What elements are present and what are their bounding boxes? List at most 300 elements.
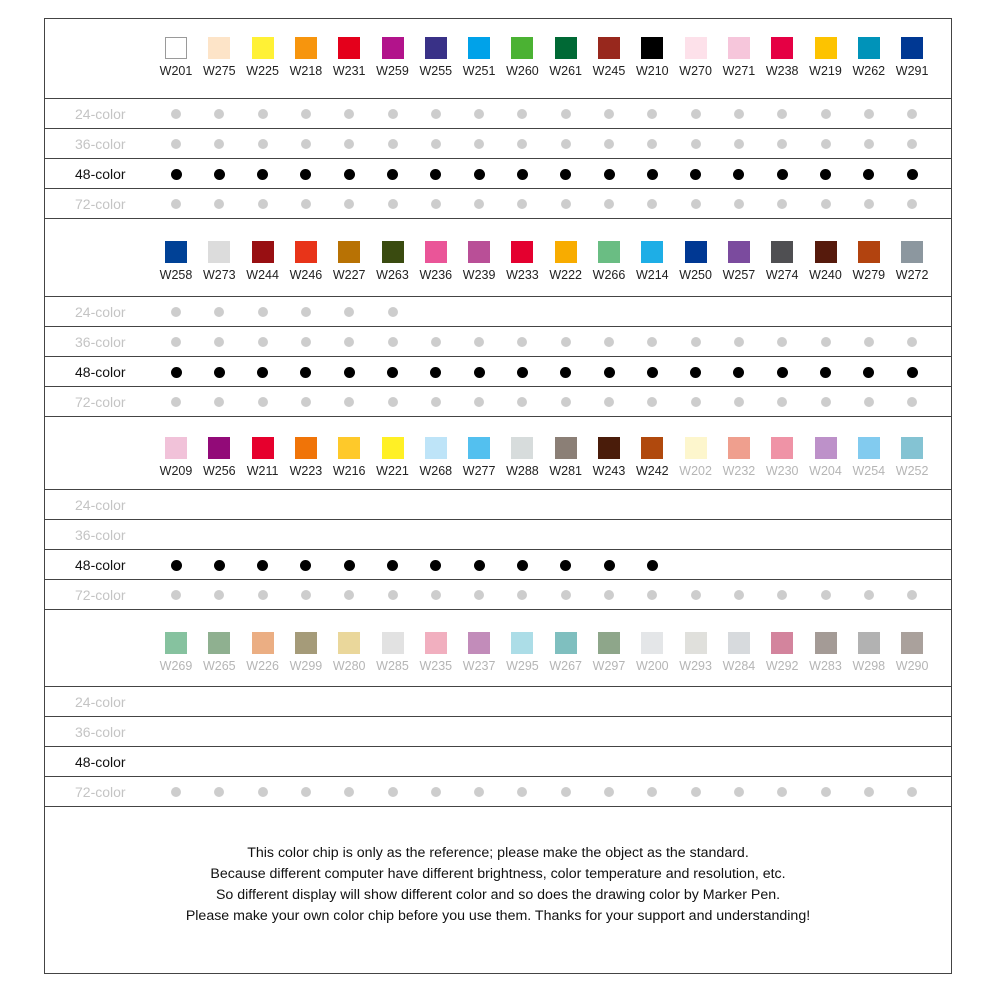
inclusion-dot (604, 199, 614, 209)
set-label: 72-color (75, 784, 126, 800)
color-code: W242 (635, 464, 669, 478)
inclusion-dot (734, 109, 744, 119)
color-code: W285 (376, 659, 409, 673)
color-code: W280 (332, 659, 366, 673)
inclusion-dot (647, 397, 657, 407)
inclusion-dot (214, 169, 225, 180)
color-code: W275 (202, 64, 236, 78)
inclusion-dot (387, 169, 398, 180)
inclusion-dot (604, 787, 614, 797)
inclusion-dot (907, 337, 917, 347)
color-code: W257 (722, 268, 756, 282)
set-label: 24-color (75, 106, 126, 122)
color-chip (382, 632, 404, 654)
inclusion-dot (647, 590, 657, 600)
color-code: W223 (289, 464, 323, 478)
inclusion-dot (561, 139, 571, 149)
inclusion-dot (301, 590, 311, 600)
color-chip (382, 241, 404, 263)
inclusion-dot (777, 337, 787, 347)
color-chip (208, 632, 230, 654)
color-chip (295, 37, 317, 59)
color-chip (425, 437, 447, 459)
inclusion-dot (300, 367, 311, 378)
inclusion-dot (214, 787, 224, 797)
inclusion-dot (344, 560, 355, 571)
color-code: W237 (462, 659, 496, 673)
color-chip (555, 437, 577, 459)
set-row (45, 357, 951, 387)
inclusion-dot (430, 169, 441, 180)
inclusion-dot (647, 337, 657, 347)
color-chip (641, 437, 663, 459)
inclusion-dot (388, 337, 398, 347)
inclusion-dot (734, 787, 744, 797)
color-chip (382, 37, 404, 59)
inclusion-dot (344, 169, 355, 180)
inclusion-dot (300, 560, 311, 571)
color-chip (468, 37, 490, 59)
color-code: W252 (895, 464, 929, 478)
color-chip (728, 437, 750, 459)
color-chip (165, 437, 187, 459)
inclusion-dot (474, 590, 484, 600)
inclusion-dot (691, 199, 701, 209)
set-row (45, 159, 951, 189)
color-chip (252, 37, 274, 59)
inclusion-dot (171, 397, 181, 407)
color-code: W250 (679, 268, 712, 282)
inclusion-dot (604, 367, 615, 378)
inclusion-dot (257, 560, 268, 571)
inclusion-dot (474, 139, 484, 149)
inclusion-dot (561, 337, 571, 347)
inclusion-dot (387, 560, 398, 571)
inclusion-dot (561, 787, 571, 797)
color-chip (815, 632, 837, 654)
color-chip (511, 37, 533, 59)
set-row (45, 687, 951, 717)
inclusion-dot (561, 590, 571, 600)
set-label: 24-color (75, 694, 126, 710)
inclusion-dot (258, 139, 268, 149)
color-chip (425, 37, 447, 59)
inclusion-dot (301, 139, 311, 149)
inclusion-dot (430, 367, 441, 378)
inclusion-dot (777, 139, 787, 149)
inclusion-dot (821, 787, 831, 797)
color-chip (338, 241, 360, 263)
inclusion-dot (864, 199, 874, 209)
color-code: W226 (246, 659, 279, 673)
color-code: W279 (852, 268, 886, 282)
inclusion-dot (691, 109, 701, 119)
inclusion-dot (474, 337, 484, 347)
color-code: W268 (419, 464, 453, 478)
color-chip (252, 632, 274, 654)
inclusion-dot (344, 199, 354, 209)
inclusion-dot (604, 397, 614, 407)
inclusion-dot (388, 307, 398, 317)
inclusion-dot (517, 199, 527, 209)
inclusion-dot (864, 337, 874, 347)
inclusion-dot (691, 397, 701, 407)
inclusion-dot (560, 169, 571, 180)
inclusion-dot (171, 337, 181, 347)
inclusion-dot (171, 307, 181, 317)
color-chip (468, 241, 490, 263)
color-code: W231 (332, 64, 366, 78)
inclusion-dot (517, 337, 527, 347)
inclusion-dot (561, 109, 571, 119)
color-chip (685, 437, 707, 459)
color-chip (208, 241, 230, 263)
inclusion-dot (647, 367, 658, 378)
color-code: W214 (635, 268, 669, 282)
color-code: W218 (289, 64, 323, 78)
color-chip (555, 241, 577, 263)
color-code: W227 (332, 268, 366, 282)
inclusion-dot (214, 337, 224, 347)
inclusion-dot (388, 397, 398, 407)
inclusion-dot (430, 560, 441, 571)
inclusion-dot (691, 139, 701, 149)
color-chip (382, 437, 404, 459)
inclusion-dot (301, 787, 311, 797)
inclusion-dot (171, 560, 182, 571)
inclusion-dot (214, 367, 225, 378)
color-chip (338, 437, 360, 459)
set-row (45, 297, 951, 327)
inclusion-dot (604, 139, 614, 149)
inclusion-dot (517, 590, 527, 600)
color-chip (685, 632, 707, 654)
inclusion-dot (863, 367, 874, 378)
set-row (45, 490, 951, 520)
inclusion-dot (907, 199, 917, 209)
color-code: W245 (592, 64, 626, 78)
inclusion-dot (171, 109, 181, 119)
inclusion-dot (258, 787, 268, 797)
color-code: W222 (549, 268, 583, 282)
inclusion-dot (301, 109, 311, 119)
color-code: W255 (419, 64, 453, 78)
inclusion-dot (214, 590, 224, 600)
inclusion-dot (344, 337, 354, 347)
inclusion-dot (431, 787, 441, 797)
color-chip (815, 37, 837, 59)
inclusion-dot (301, 199, 311, 209)
color-chip (771, 241, 793, 263)
inclusion-dot (777, 109, 787, 119)
inclusion-dot (647, 199, 657, 209)
inclusion-dot (907, 787, 917, 797)
inclusion-dot (604, 337, 614, 347)
inclusion-dot (734, 337, 744, 347)
set-label: 24-color (75, 497, 126, 513)
inclusion-dot (300, 169, 311, 180)
set-row (45, 327, 951, 357)
color-chip (641, 241, 663, 263)
inclusion-dot (431, 139, 441, 149)
color-chip (858, 632, 880, 654)
inclusion-dot (431, 199, 441, 209)
color-chip (598, 37, 620, 59)
color-chip (901, 437, 923, 459)
inclusion-dot (777, 590, 787, 600)
color-code: W238 (765, 64, 799, 78)
set-label: 48-color (75, 754, 126, 770)
set-row (45, 717, 951, 747)
set-label: 36-color (75, 136, 126, 152)
color-chip (511, 241, 533, 263)
color-chip (771, 632, 793, 654)
inclusion-dot (517, 139, 527, 149)
color-chip (468, 437, 490, 459)
color-code: W230 (765, 464, 799, 478)
set-label: 36-color (75, 527, 126, 543)
color-code: W202 (679, 464, 712, 478)
inclusion-dot (171, 139, 181, 149)
inclusion-dot (821, 337, 831, 347)
inclusion-dot (820, 169, 831, 180)
inclusion-dot (344, 397, 354, 407)
color-code: W291 (895, 64, 929, 78)
inclusion-dot (387, 367, 398, 378)
color-chip (728, 241, 750, 263)
color-chip (858, 241, 880, 263)
inclusion-dot (258, 307, 268, 317)
color-code: W292 (765, 659, 799, 673)
inclusion-dot (604, 560, 615, 571)
color-chip (425, 632, 447, 654)
color-code: W200 (635, 659, 669, 673)
disclaimer-line: Please make your own color chip before you use them. Thanks for your support and understanding! (185, 908, 811, 924)
color-code: W254 (852, 464, 886, 478)
disclaimer-line: So different display will show different color and so does the drawing color by Marker Pen. (215, 887, 781, 903)
inclusion-dot (691, 787, 701, 797)
inclusion-dot (560, 367, 571, 378)
color-code: W262 (852, 64, 886, 78)
inclusion-dot (474, 109, 484, 119)
inclusion-dot (214, 199, 224, 209)
inclusion-dot (777, 169, 788, 180)
inclusion-dot (344, 139, 354, 149)
inclusion-dot (257, 169, 268, 180)
inclusion-dot (171, 367, 182, 378)
color-chip (815, 437, 837, 459)
color-chip (165, 632, 187, 654)
inclusion-dot (821, 590, 831, 600)
inclusion-dot (517, 560, 528, 571)
set-label: 48-color (75, 557, 126, 573)
inclusion-dot (647, 139, 657, 149)
inclusion-dot (690, 367, 701, 378)
inclusion-dot (820, 367, 831, 378)
set-label: 36-color (75, 334, 126, 350)
inclusion-dot (388, 787, 398, 797)
color-code: W271 (722, 64, 756, 78)
inclusion-dot (647, 560, 658, 571)
inclusion-dot (864, 787, 874, 797)
inclusion-dot (907, 397, 917, 407)
inclusion-dot (474, 199, 484, 209)
color-code: W272 (895, 268, 929, 282)
color-chip (252, 241, 274, 263)
inclusion-dot (301, 337, 311, 347)
inclusion-dot (777, 367, 788, 378)
inclusion-dot (171, 787, 181, 797)
inclusion-dot (561, 199, 571, 209)
inclusion-dot (301, 397, 311, 407)
set-row (45, 520, 951, 550)
inclusion-dot (604, 109, 614, 119)
inclusion-dot (344, 109, 354, 119)
inclusion-dot (734, 590, 744, 600)
color-code: W270 (679, 64, 712, 78)
color-code: W283 (809, 659, 842, 673)
disclaimer-line: Because different computer have different brightness, color temperature and resolution, etc. (210, 866, 786, 882)
color-code: W288 (506, 464, 539, 478)
set-label: 36-color (75, 724, 126, 740)
color-code: W290 (895, 659, 929, 673)
color-chip (555, 37, 577, 59)
color-chip (728, 37, 750, 59)
inclusion-dot (474, 169, 485, 180)
color-chip (771, 37, 793, 59)
inclusion-dot (258, 397, 268, 407)
inclusion-dot (604, 590, 614, 600)
color-code: W265 (202, 659, 236, 673)
set-label: 48-color (75, 364, 126, 380)
inclusion-dot (431, 397, 441, 407)
inclusion-dot (344, 787, 354, 797)
inclusion-dot (691, 337, 701, 347)
color-chip (641, 632, 663, 654)
color-code: W216 (332, 464, 366, 478)
color-code: W244 (246, 268, 279, 282)
inclusion-dot (734, 199, 744, 209)
color-code: W201 (159, 64, 193, 78)
inclusion-dot (214, 560, 225, 571)
color-code: W258 (159, 268, 193, 282)
color-code: W299 (289, 659, 323, 673)
inclusion-dot (821, 397, 831, 407)
color-code: W236 (419, 268, 453, 282)
inclusion-dot (517, 787, 527, 797)
inclusion-dot (388, 199, 398, 209)
color-code: W277 (462, 464, 496, 478)
inclusion-dot (907, 590, 917, 600)
color-code: W235 (419, 659, 453, 673)
inclusion-dot (258, 199, 268, 209)
color-chip (685, 37, 707, 59)
inclusion-dot (821, 139, 831, 149)
inclusion-dot (821, 199, 831, 209)
inclusion-dot (907, 367, 918, 378)
color-code: W269 (159, 659, 193, 673)
inclusion-dot (517, 397, 527, 407)
color-code: W256 (202, 464, 236, 478)
color-code: W225 (246, 64, 279, 78)
color-chip (295, 437, 317, 459)
inclusion-dot (344, 590, 354, 600)
set-row (45, 189, 951, 219)
color-chip (598, 241, 620, 263)
inclusion-dot (907, 139, 917, 149)
set-row (45, 580, 951, 610)
color-code: W209 (159, 464, 193, 478)
set-row (45, 747, 951, 777)
set-label: 72-color (75, 394, 126, 410)
color-code: W233 (506, 268, 539, 282)
color-code: W273 (202, 268, 236, 282)
inclusion-dot (560, 560, 571, 571)
color-chip (208, 437, 230, 459)
color-code: W266 (592, 268, 626, 282)
color-chip (685, 241, 707, 263)
inclusion-dot (517, 367, 528, 378)
inclusion-dot (517, 169, 528, 180)
color-code: W246 (289, 268, 323, 282)
color-chip (815, 241, 837, 263)
inclusion-dot (214, 307, 224, 317)
inclusion-dot (388, 109, 398, 119)
color-code: W211 (246, 464, 279, 478)
inclusion-dot (257, 367, 268, 378)
color-code: W297 (592, 659, 626, 673)
color-chip (468, 632, 490, 654)
inclusion-dot (171, 169, 182, 180)
inclusion-dot (171, 199, 181, 209)
inclusion-dot (604, 169, 615, 180)
color-code: W243 (592, 464, 626, 478)
inclusion-dot (733, 169, 744, 180)
inclusion-dot (214, 397, 224, 407)
disclaimer (45, 843, 951, 927)
color-code: W261 (549, 64, 583, 78)
color-code: W210 (635, 64, 669, 78)
inclusion-dot (344, 307, 354, 317)
color-code: W295 (506, 659, 539, 673)
inclusion-dot (517, 109, 527, 119)
color-code: W298 (852, 659, 886, 673)
color-code: W284 (722, 659, 756, 673)
inclusion-dot (864, 590, 874, 600)
color-chip (425, 241, 447, 263)
color-code: W267 (549, 659, 583, 673)
inclusion-dot (777, 199, 787, 209)
color-chip (338, 632, 360, 654)
inclusion-dot (864, 139, 874, 149)
inclusion-dot (474, 787, 484, 797)
inclusion-dot (907, 169, 918, 180)
color-chip (511, 632, 533, 654)
inclusion-dot (258, 109, 268, 119)
inclusion-dot (777, 397, 787, 407)
color-code: W219 (809, 64, 842, 78)
color-chip (598, 632, 620, 654)
set-label: 72-color (75, 196, 126, 212)
color-code: W260 (506, 64, 539, 78)
inclusion-dot (691, 590, 701, 600)
inclusion-dot (561, 397, 571, 407)
inclusion-dot (344, 367, 355, 378)
set-label: 72-color (75, 587, 126, 603)
inclusion-dot (388, 590, 398, 600)
inclusion-dot (734, 397, 744, 407)
disclaimer-line: This color chip is only as the reference; please make the object as the standard. (247, 845, 749, 861)
